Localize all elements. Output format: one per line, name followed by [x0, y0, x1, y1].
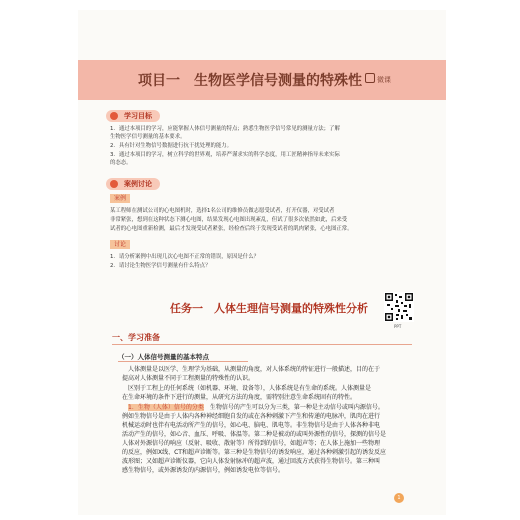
subsection-heading: （一）人体信号测量的基本特点 [118, 353, 209, 361]
bullet-icon [110, 112, 118, 120]
micro-lesson-tag[interactable] [365, 73, 391, 85]
case-line: 某工程师在测试公司的心电图机时，选择1名公司的维修员做志愿受试者，打开仪器，对受试者 [110, 208, 335, 214]
page-number: 1 [394, 493, 404, 503]
body-line: 的反应，例如X线、CT和超声诊断等。第三种是生物信号的诱发响应，通过各种刺激引起的诱发反应 [122, 449, 386, 456]
objective-line: 3．通过本项目的学习，树立科学的世界观，培养严谨求实的科学态度，用工匠精神指导未来实际 [110, 152, 340, 158]
discuss-sub-tag: 讨论 [110, 240, 130, 249]
objective-line: 1．通过本项目的学习，应能掌握人体信号测量的特点；熟悉生物医学信号常见的测量方法；了解 [110, 126, 340, 132]
subheading-divider [118, 361, 248, 362]
body-line: 人体对外源信号的响应（反射、吸收、散射等）所得到的信号，如超声等；在人体上施加一些物理 [122, 440, 381, 447]
highlight-term: 1．生物（人体）信号的分类 [128, 404, 204, 411]
task-title: 任务一 人体生理信号测量的特殊性分析 [170, 302, 368, 315]
objective-line: 2．具有针对生物信号数据进行抗干扰处理的能力。 [110, 143, 233, 149]
objective-line: 的态态。 [110, 160, 132, 166]
body-line: 感生物信号，或外源诱发的内源信号，例如诱发电位等信号。 [122, 467, 285, 474]
body-line: 提高对人体测量不同于工程测量的特殊性的认识。 [122, 375, 255, 382]
objectives-label: 学习目标 [124, 112, 152, 120]
body-line: 机械运动时也伴有电活动所产生的信号，如心电、脑电、肌电等。非生物信号是由于人体各种非电 [122, 422, 381, 429]
body-line-rest: 生物信号的产生可以分为三类，第一种是主动信号或叫内源信号。 [203, 404, 384, 411]
discuss-line: 2．请讨论生物医学信号测量有什么特点？ [110, 263, 211, 269]
qr-code-icon[interactable] [384, 292, 414, 322]
body-line: 例如生物信号是由于人体内各种神经细胞自发的或在各种刺激下产生和传递的电脉冲，肌肉在进行 [122, 413, 381, 420]
micro-lesson-label: 微课 [377, 76, 391, 84]
body-line [128, 404, 384, 412]
qr-label: PPT [394, 324, 402, 329]
play-icon [365, 73, 375, 83]
book-page [78, 10, 446, 515]
case-line: 试者的心电图重新检测，最后才发现受试者紧张，经检查后终于发现受试者的肌肉紧张，心电图正常。 [110, 226, 353, 232]
body-line: 活动产生的信号，如心音、血压、呼吸、体温等。第二种是被动的或叫外源性的信号，探测的信号是 [122, 431, 387, 438]
bullet-icon [110, 180, 118, 188]
objectives-tag [106, 110, 160, 122]
heading-divider [112, 344, 412, 345]
project-title: 项目一 生物医学信号测量的特殊性 [138, 73, 362, 89]
case-sub-tag: 案例 [110, 194, 130, 203]
case-discussion-tag [106, 178, 160, 190]
case-discussion-label: 案例讨论 [124, 180, 152, 188]
project-banner [78, 60, 446, 100]
section-heading: 一、学习准备 [112, 333, 160, 342]
body-line: 在生命环境的条件下进行的测量，从研究方法的角度，需特别注意生命系统固有的特性。 [122, 394, 357, 401]
case-line: 非常紧张，想到在这种状态下测心电图，结果发现心电图出现紊乱，但试了很多次依然如此，后来受 [110, 217, 348, 223]
body-line: 波形图；又如超声诊断仪器，它向人体发射脉冲的超声波，通过回波方式获得生物信号。第三种叫 [122, 458, 381, 465]
body-line: 人体测量是以医学、生理学为基础，从测量的角度，对人体系统的特征进行一般描述，目的在于 [128, 366, 381, 373]
objective-line: 生物医学信号测量的基本要求。 [110, 134, 186, 140]
discuss-line: 1．请分析案例中出现几次心电图不正常的错误，原因是什么？ [110, 254, 259, 260]
body-line: 区别于工程上的任何系统（如机器、环境、设备等），人体系统是有生命的系统。人体测量是 [128, 385, 372, 392]
